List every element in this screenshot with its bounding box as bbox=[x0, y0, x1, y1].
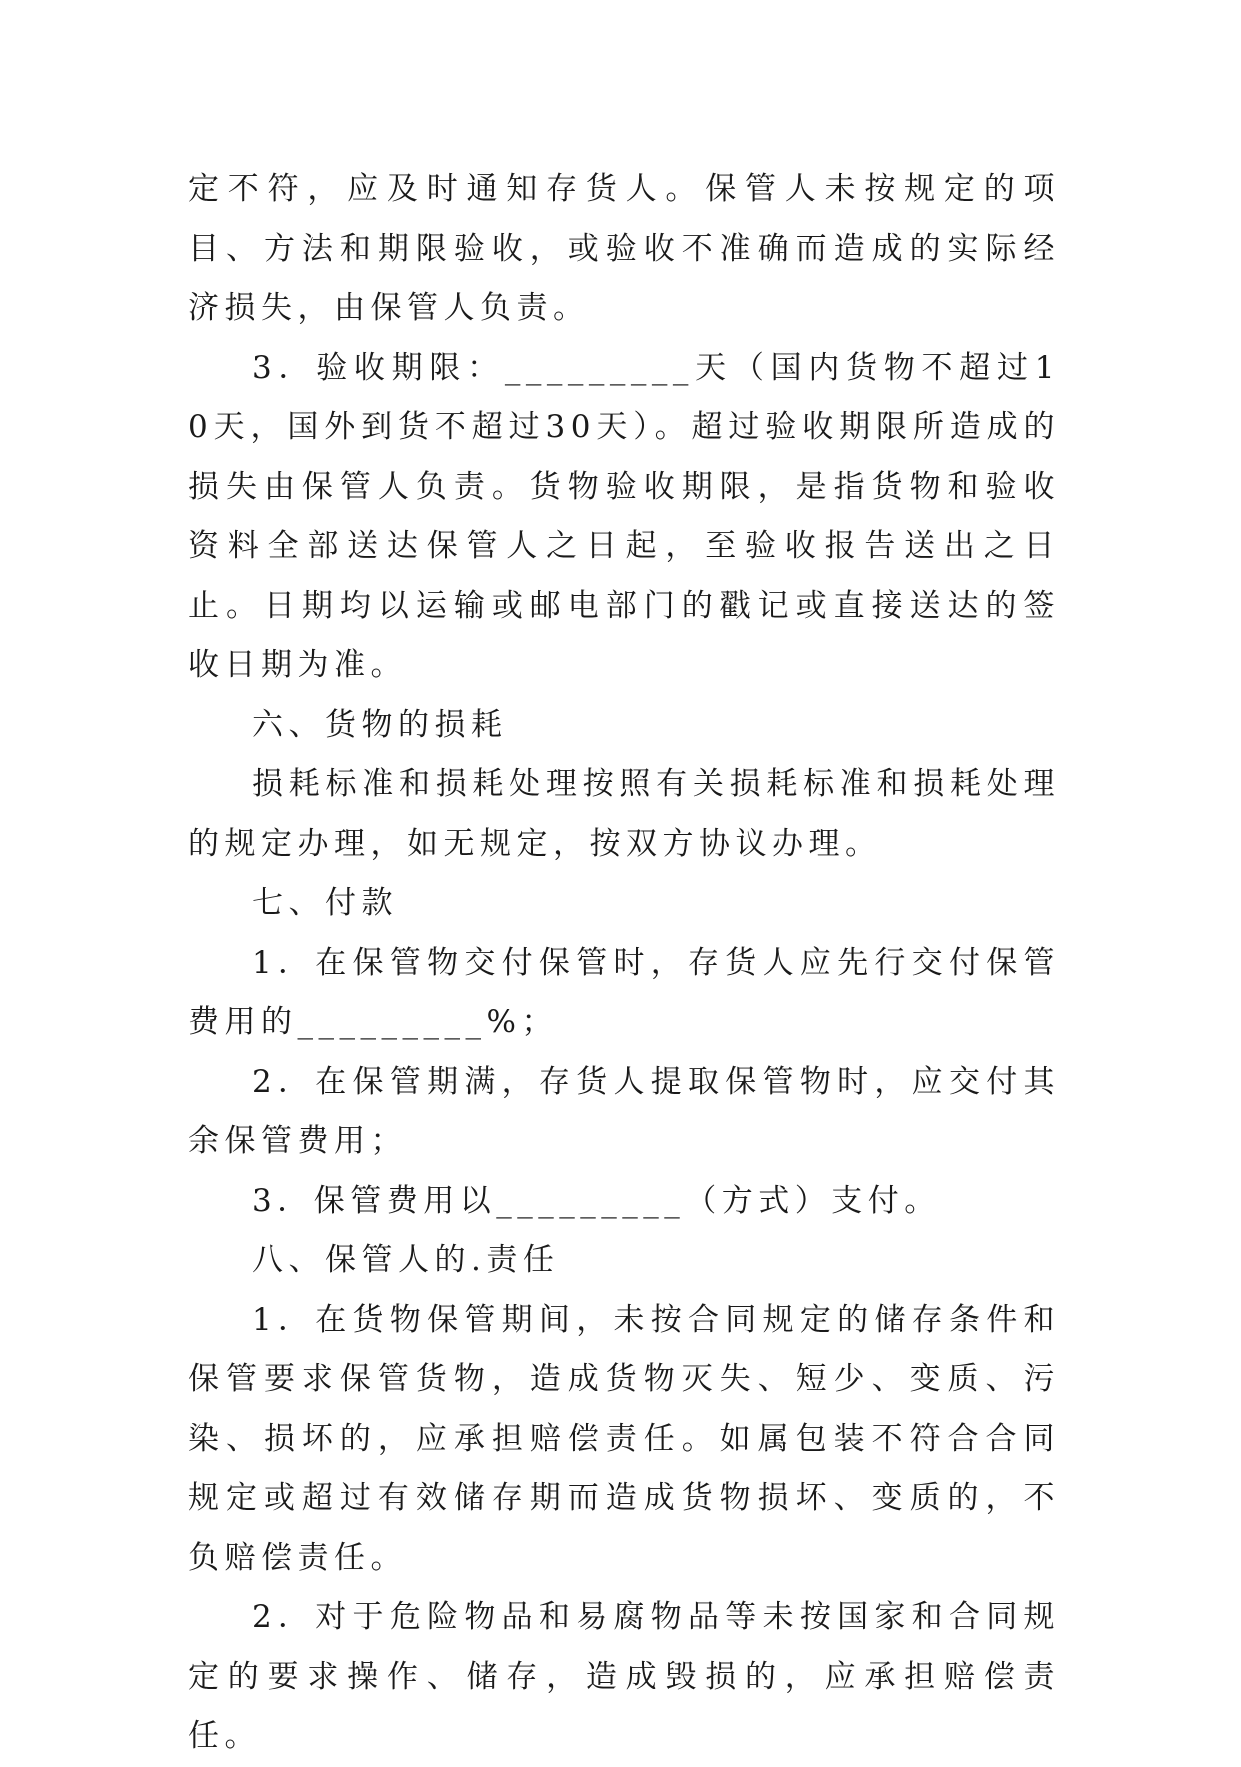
section-heading-goods-loss: 六、货物的损耗 bbox=[252, 706, 508, 743]
section-heading-payment: 七、付款 bbox=[252, 885, 398, 921]
paragraph-acceptance-period: 3．验收期限：_________天（国内货物不超过10天，国外到货不超过30天）。超过验收期限所造成的损失由保管人负责。货物验收期限，是指货物和验收资料全部送达保管人之日起，至验收报告送出之日止。日期均以运输或邮电部门的戳记或直接送达的签收日期为准。 bbox=[188, 349, 1060, 683]
paragraph-payment-2: 2．在保管期满，存货人提取保管物时，应交付其余保管费用； bbox=[188, 1063, 1060, 1159]
document-body bbox=[188, 160, 1060, 1767]
paragraph-acceptance-continued: 定不符，应及时通知存货人。保管人未按规定的项目、方法和期限验收，或验收不准确而造成的实际经济损失，由保管人负责。 bbox=[188, 171, 1060, 326]
paragraph-payment-3: 3．保管费用以_________（方式）支付。 bbox=[252, 1182, 941, 1219]
paragraph-liability-1: 1．在货物保管期间，未按合同规定的储存条件和保管要求保管货物，造成货物灭失、短少、变质、污染、损坏的，应承担赔偿责任。如属包装不符合合同规定或超过有效储存期而造成货物损坏、变质的，不负赔偿责任。 bbox=[188, 1301, 1060, 1576]
section-heading-custodian-liability: 八、保管人的.责任 bbox=[252, 1242, 560, 1278]
paragraph-liability-2: 2．对于危险物品和易腐物品等未按国家和合同规定的要求操作、储存，造成毁损的，应承担赔偿责任。 bbox=[188, 1599, 1060, 1754]
paragraph-loss-standard: 损耗标准和损耗处理按照有关损耗标准和损耗处理的规定办理，如无规定，按双方协议办理。 bbox=[188, 766, 1060, 862]
paragraph-payment-1: 1．在保管物交付保管时，存货人应先行交付保管费用的_________%； bbox=[188, 944, 1060, 1040]
